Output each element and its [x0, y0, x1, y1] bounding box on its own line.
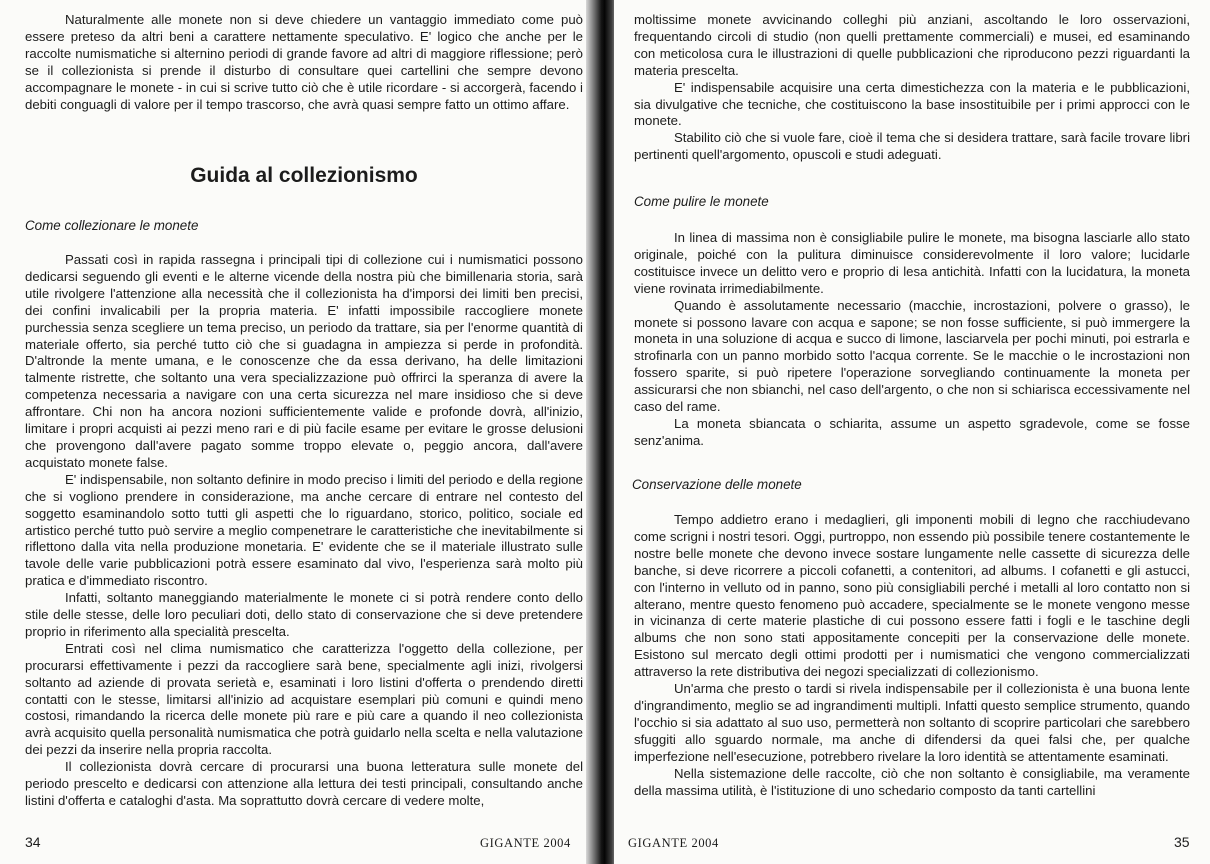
body-paragraph: E' indispensabile acquisire una certa dimestichezza con la materia e le pubblicazioni, sia divulgative che tecniche, che costituiscono la base insostituibile per i primi approcci con le monete. [634, 79, 1190, 129]
intro-paragraph: Naturalmente alle monete non si deve chiedere un vantaggio immediato come può essere preteso da altri beni a carattere nettamente speculativo. E' logico che anche per le raccolte numismatiche si alternino periodi di grande favore ad altri di maggiore riflessione; però se il collezionista si prende il disturbo di consultare quei cartellini che sempre devono accompagnare le monete - in cui si scrive tutto ciò che è utile ricordare - si accorgerà, facendo i debiti conguagli di valore per il tempo trascorso, che avrà quasi sempre fatto un ottimo affare. [25, 12, 583, 112]
right-top-block [634, 12, 1190, 164]
body-paragraph: Passati così in rapida rassegna i principali tipi di collezione cui i numismatici possono dedicarsi seguendo gli eventi e le alterne vicende della nostra più che bimillenaria storia, sarà utile rivolgere l'attenzione alla necessità che il collezionista ha d'imporsi dei limiti ben precisi, dei confini invalicabili per la propria materia. E' infatti impossibile raccogliere monete purchessia senza scegliere un tema preciso, un periodo da trattare, sia per l'enorme quantità di materiale offerto, sia perché tutto ciò che si guadagna in ampiezza si perde in profondità. D'altronde la mente umana, e le conoscenze che da essa derivano, ha delle limitazioni talmente ristrette, che soltanto una vera specializzazione può offrirci la speranza di avere la competenza necessaria a navigare con una certa sicurezza nel mare insidioso che si deve affrontare. Chi non ha ancora nozioni sufficientemente valide e profonde dovrà, all'inizio, limitare i propri acquisti ai pezzi meno rari e di più facile esame per evitare le grosse delusioni che provengono dall'avere pagato somme troppo elevate o, peggio ancora, dall'avere acquistato monete false. [25, 252, 583, 470]
body-paragraph: Infatti, soltanto maneggiando materialmente le monete ci si potrà rendere conto dello stile delle stesse, delle loro peculiari doti, dello stato di conservazione che si deve pretendere proprio in riferimento alla specialità prescelta. [25, 590, 583, 639]
running-footer-left: GIGANTE 2004 [480, 836, 571, 850]
intro-block [25, 12, 583, 113]
body-paragraph: Nella sistemazione delle raccolte, ciò che non soltanto è consigliabile, ma veramente della massima utilità, è l'istituzione di uno schedario composto da tanti cartellini [634, 765, 1190, 798]
body-paragraph: Il collezionista dovrà cercare di procurarsi una buona letteratura sulle monete del periodo prescelto e dedicarsi con attenzione alla lettura dei testi principali, consultando anche listini d'offerta e cataloghi d'asta. Ma soprattutto dovrà cercare di vedere molte, [25, 759, 583, 808]
body-paragraph: Stabilito ciò che si vuole fare, cioè il tema che si desidera trattare, sarà facile trovare libri pertinenti quell'argomento, opuscoli e studi adeguati. [634, 130, 1190, 163]
section-heading-cleaning: Come pulire le monete [634, 194, 769, 209]
page-title: Guida al collezionismo [190, 164, 418, 187]
cleaning-block [634, 230, 1190, 450]
left-page [0, 0, 596, 864]
right-page [614, 0, 1210, 864]
section-heading-collecting: Come collezionare le monete [25, 218, 199, 233]
page-number-left: 34 [25, 834, 41, 850]
body-paragraph: Quando è assolutamente necessario (macchie, incrostazioni, polvere o grasso), le monete si possono lavare con acqua e sapone; se non fosse sufficiente, si può immergere la moneta in una soluzione di acqua e succo di limone, lasciarvela per pochi minuti, poi estrarla e strofinarla con un panno morbido sotto l'acqua corrente. Se le macchie o le incrostazioni non fossero sparite, si può ripetere l'operazione sorvegliando continuamente la moneta per assicurarsi che non sbianchi, nel caso dell'argento, o che non si schiarisca eccessivamente nel caso del rame. [634, 297, 1190, 415]
body-paragraph: Un'arma che presto o tardi si rivela indispensabile per il collezionista è una buona lente d'ingrandimento, meglio se ad ingrandimenti multipli. Infatti questo semplice strumento, quando l'occhio si sia adattato al suo uso, permetterà non soltanto di scoprire particolari che sarebbero sfuggiti allo sguardo normale, ma anche di difendersi da quei falsi che, per qualche imperfezione nell'esecuzione, potrebbero rivelare la loro identità se attentamente esaminati. [634, 681, 1190, 764]
conservation-block [634, 512, 1190, 799]
body-paragraph: La moneta sbiancata o schiarita, assume un aspetto sgradevole, come se fosse senz'anima. [634, 415, 1190, 448]
body-paragraph: E' indispensabile, non soltanto definire in modo preciso i limiti del periodo e della regione che si vogliono prendere in considerazione, ma anche cercare di entrare nel contesto del soggetto esaminandolo sotto tutti gli aspetti che lo riguardano, storico, politico, sociale ed artistico perché tutto può servire a meglio compenetrare le caratteristiche che inevitabilmente si riflettono dalla vita nella produzione monetaria. E' evidente che se il materiale illustrato sulle tavole delle varie pubblicazioni potrà essere esaminato dal vivo, l'esperienza sarà molto più pratica e d'immediato riscontro. [25, 471, 583, 589]
body-paragraph: In linea di massima non è consigliabile pulire le monete, ma bisogna lasciarle allo stato originale, poiché con la pulitura diminuisce considerevolmente il loro valore; lucidarle costituisce invece un delitto vero e proprio di lesa antichità. Infatti con la lucidatura, la moneta viene rovinata irrimediabilmente. [634, 230, 1190, 296]
page-number-right: 35 [1174, 834, 1190, 850]
continuation-paragraph: moltissime monete avvicinando colleghi più anziani, ascoltando le loro osservazioni, frequentando circoli di studio (non quelli prettamente commerciali) e musei, ed esaminando con meticolosa cura le illustrazioni di quelle pubblicazioni che riproducono pezzi riguardanti la materia prescelta. [634, 12, 1190, 78]
body-paragraph: Entrati così nel clima numismatico che caratterizza l'oggetto della collezione, per procurarsi effettivamente i pezzi da raccogliere sarà bene, specialmente agli inizi, rivolgersi soltanto ad aziende di provata serietà e, esaminati i loro listini d'offerta o prendendo diretti contatti con le stesse, limitarsi all'inizio ad acquistare esemplari più comuni e quindi meno costosi, rimandando la ricerca delle monete più rare e più care a quando il neo collezionista avrà acquisito quella personalità numismatica che potrà guidarlo nella scelta e nella valutazione dei pezzi da inserire nella propria raccolta. [25, 640, 583, 758]
body-paragraph: Tempo addietro erano i medaglieri, gli imponenti mobili di legno che racchiudevano come scrigni i nostri tesori. Oggi, purtroppo, non essendo più possibile tenere costantemente le nostre belle monete che devono invece sostare lungamente nelle cassette di sicurezza delle banche, si deve ricorrere a piccoli cofanetti, a contenitori, ad albums. I cofanetti e gli astucci, con l'interno in velluto od in panno, sono più consigliabili perché i metalli al loro contatto non si alterano, mentre questo fenomeno può accadere, specialmente se le monete vengono messe in vicinanza di certe materie plastiche di cui possono essere fatti i fogli e le taschine degli albums che non sono stati appositamente concepiti per la conservazione delle monete. Esistono sul mercato degli ottimi prodotti per i numismatici che vengono commercializzati attraverso la rete distributiva dei negozi specializzati di collezionismo. [634, 512, 1190, 680]
left-body [25, 252, 583, 810]
running-footer-right: GIGANTE 2004 [628, 836, 719, 850]
section-heading-conservation: Conservazione delle monete [632, 477, 802, 492]
